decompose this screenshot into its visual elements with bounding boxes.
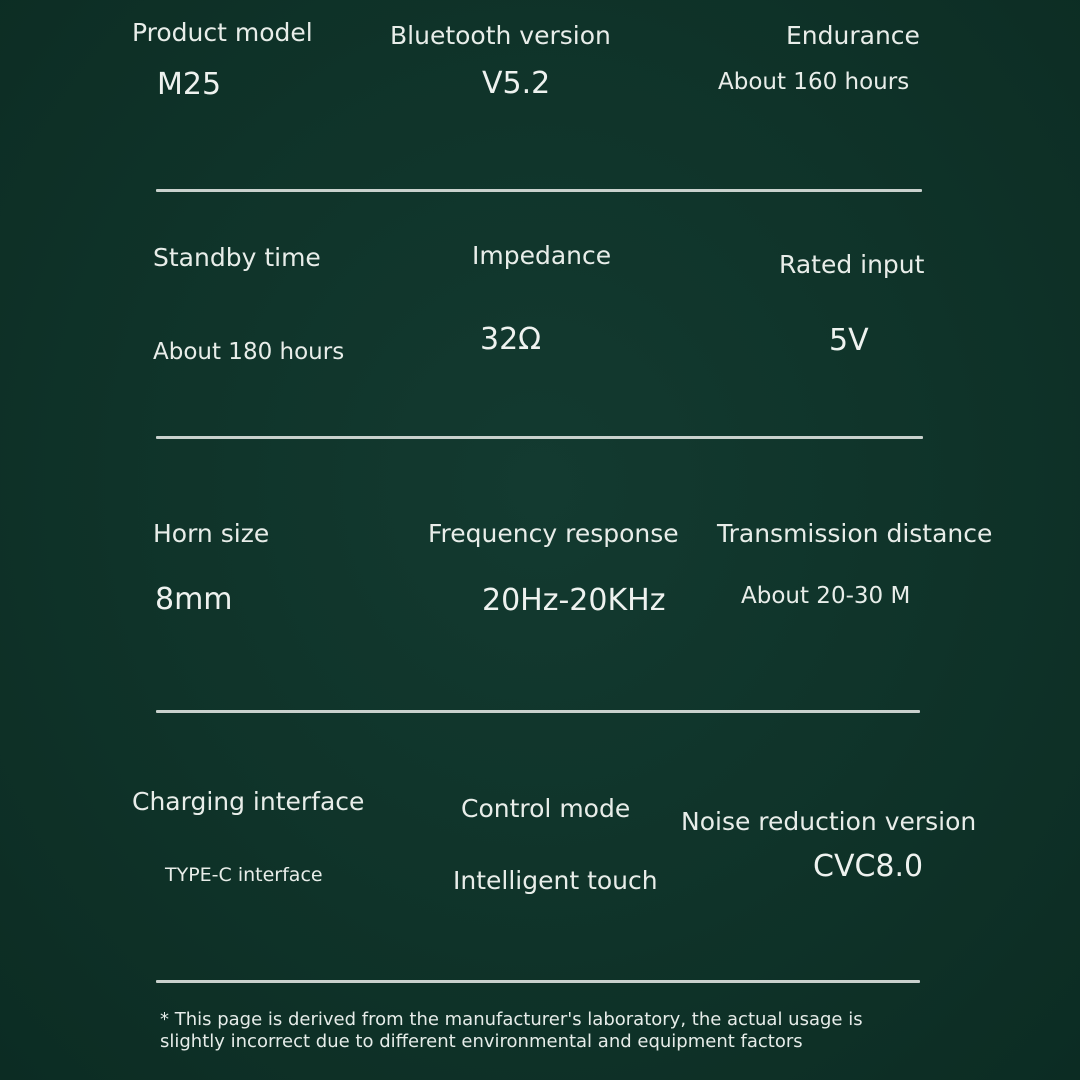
footnote-line-1: * This page is derived from the manufacturer's laboratory, the actual usage is <box>160 1009 863 1030</box>
transmission-distance-label: Transmission distance <box>717 519 993 548</box>
noise-reduction-version-label: Noise reduction version <box>681 807 977 836</box>
rated-input-label: Rated input <box>779 250 925 279</box>
product-model-value: M25 <box>157 67 222 102</box>
control-mode-label: Control mode <box>461 794 631 823</box>
standby-time-label: Standby time <box>153 243 321 272</box>
standby-time-value: About 180 hours <box>153 339 345 365</box>
bluetooth-version-label: Bluetooth version <box>390 21 611 50</box>
disclaimer-footnote <box>160 1009 920 1053</box>
control-mode-value: Intelligent touch <box>453 866 658 895</box>
charging-interface-label: Charging interface <box>132 787 365 816</box>
product-model-label: Product model <box>132 18 313 47</box>
divider-4 <box>156 980 920 983</box>
divider-2 <box>156 436 923 439</box>
frequency-response-label: Frequency response <box>428 519 679 548</box>
footnote-line-2: slightly incorrect due to different environmental and equipment factors <box>160 1031 803 1052</box>
impedance-value: 32Ω <box>480 322 542 357</box>
bluetooth-version-value: V5.2 <box>482 66 551 101</box>
divider-1 <box>156 189 922 192</box>
rated-input-value: 5V <box>829 323 869 358</box>
impedance-label: Impedance <box>472 241 612 270</box>
divider-3 <box>156 710 920 713</box>
horn-size-label: Horn size <box>153 519 270 548</box>
frequency-response-value: 20Hz-20KHz <box>482 583 666 618</box>
endurance-label: Endurance <box>786 21 920 50</box>
charging-interface-value: TYPE-C interface <box>165 864 323 886</box>
transmission-distance-value: About 20-30 M <box>741 583 911 609</box>
endurance-value: About 160 hours <box>718 69 910 95</box>
horn-size-value: 8mm <box>155 582 233 617</box>
noise-reduction-version-value: CVC8.0 <box>813 849 924 884</box>
